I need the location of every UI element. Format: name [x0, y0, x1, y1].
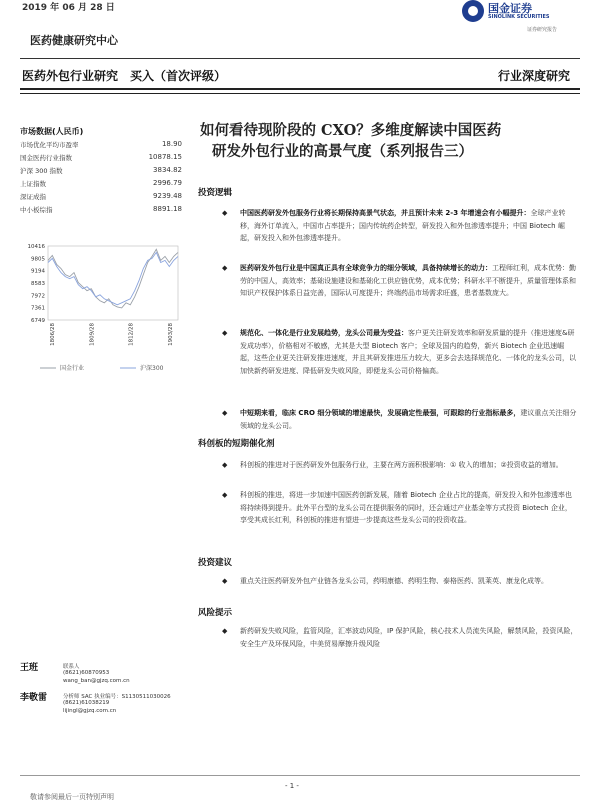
market-row-value: 9239.48: [153, 192, 182, 200]
logic-item-text: 工程师红利，成本优势：勤劳的中国人，高效率；基础设施建设和基础化工供应链优势，成本优势；科研水平不断提升，质量管理体系和知识产权保护体系日益完善，国际认可度提升；终端药品市场需求旺盛，患者基数庞大。: [240, 264, 576, 297]
logic-item-bold: 规范化、一体化是行业发展趋势，龙头公司最为受益：: [240, 329, 408, 337]
y-tick-label: 9194: [31, 268, 45, 275]
market-row-value: 2996.79: [153, 179, 182, 187]
author-phone: (8621)61038219: [63, 700, 110, 706]
market-row: [20, 166, 182, 178]
series-line-1: [48, 252, 178, 304]
market-row: [20, 205, 182, 217]
x-tick-label: 1806/28: [50, 323, 56, 346]
author-name: 李敬雷: [20, 693, 48, 703]
bullet-icon: ◆: [222, 491, 228, 499]
footer-divider: [20, 775, 580, 776]
author-phone: (8621)60870953: [63, 670, 110, 676]
advice-item: 重点关注医药研发外包产业链各龙头公司，药明康德、药明生物、泰格医药、凯莱英、康龙化成等。: [240, 577, 548, 585]
market-data-title: 市场数据(人民币): [20, 127, 84, 136]
research-center: 医药健康研究中心: [30, 34, 118, 47]
bullet-icon: ◆: [222, 209, 228, 217]
y-tick-label: 6749: [31, 318, 45, 324]
market-row-label: 市场优化平均市盈率: [20, 141, 79, 149]
divider: [20, 58, 580, 59]
author-email: wang_ban@gjzq.com.cn: [63, 678, 130, 684]
logic-item-bold: 中国医药研发外包服务行业将长期保持高景气状态，并且预计未来 2-3 年增速会有小幅提升：: [240, 209, 531, 217]
market-row-label: 上证指数: [20, 180, 46, 188]
market-row-value: 18.90: [161, 140, 182, 148]
market-row: [20, 140, 182, 152]
y-tick-label: 10416: [27, 244, 45, 250]
y-tick-label: 7361: [31, 305, 45, 312]
y-tick-label: 7972: [31, 293, 45, 300]
logic-item: [240, 327, 578, 377]
report-headline: [200, 120, 585, 162]
bullet-icon: ◆: [222, 461, 228, 469]
bullet-icon: ◆: [222, 264, 228, 272]
headline-line-2: 研发外包行业的高景气度（系列报告三）: [212, 143, 473, 160]
logo-en-text: SINOLINK SECURITIES: [488, 14, 550, 20]
market-row: [20, 192, 182, 204]
section-title-advice: 投资建议: [198, 558, 233, 568]
report-date: 2019 年 06 月 28 日: [22, 3, 115, 13]
footer-note: 敬请参阅最后一页特别声明: [30, 793, 114, 800]
logic-item: [240, 207, 578, 245]
author-email: lijingl@gjzq.com.cn: [63, 708, 117, 714]
author-name: 王班: [20, 663, 39, 673]
chart-svg: [18, 240, 188, 380]
author-role: 联系人: [63, 664, 80, 670]
sinolink-logo: [462, 0, 580, 30]
logic-item-text: 建议重点关注细分领域的龙头公司。: [240, 409, 577, 430]
logic-item-text: 全球产业转移，海外订单流入，中国市占率提升；国内传统药企转型，研发投入和外包渗透率提升；中国 Biotech 崛起，研发投入和外包渗透率提升。: [240, 209, 566, 242]
bullet-icon: ◆: [222, 577, 228, 585]
y-tick-label: 9805: [31, 256, 45, 263]
logo-subtitle: 证券研究报告: [527, 27, 558, 33]
legend-label: 沪深300: [140, 365, 164, 372]
market-row-label: 沪深 300 指数: [20, 167, 63, 175]
logic-item-bold: 医药研发外包行业是中国真正具有全球竞争力的细分领域，具备持续增长的动力：: [240, 264, 492, 272]
market-row-label: 国金医药行业指数: [20, 154, 72, 162]
market-row-value: 8891.18: [153, 205, 182, 213]
logic-item: [240, 262, 578, 300]
logic-item-bold: 中短期来看，临床 CRO 细分领域的增速最快，发展确定性最强，可跟踪的行业指标最多，: [240, 409, 521, 417]
bullet-icon: ◆: [222, 627, 228, 635]
section-title-catalyst: 科创板的短期催化剂: [198, 439, 275, 449]
catalyst-item: 科创板的推进对于医药研发外包服务行业，主要在两方面积极影响：① 收入的增加；②投资收益的增加。: [240, 461, 563, 469]
market-row: [20, 153, 182, 165]
x-tick-label: 1903/28: [168, 323, 174, 346]
logic-item: [240, 407, 578, 432]
logo-mark-icon: [462, 0, 484, 22]
risk-item: 新药研发失败风险，监管风险，汇率波动风险，IP 保护风险，核心技术人员流失风险，解禁风险，投资风险，安全生产及环保风险，中美贸易摩擦升级风险: [240, 627, 578, 648]
x-tick-label: 1812/28: [128, 323, 135, 346]
logo-cn-text: 国金证券: [488, 2, 532, 15]
market-row-label: 中小板综指: [20, 206, 53, 214]
divider: [20, 93, 580, 94]
logic-item-text: 客户更关注研发效率和研发质量的提升（推进速度&研发成功率），价格相对不敏感，尤其是大型 Biotech 客户；全球及国内的趋势，新兴 Biotech 企业迅速崛起，这些企业更关注研发推进速度，并且其研发推进压力较大，更多会去选择规范化、一体化的龙头公司，以加快新药研发进度、降低研发失败风险，即便龙头公司价格偏高。: [240, 329, 576, 375]
report-type: 行业深度研究: [498, 69, 571, 83]
market-row: [20, 179, 182, 191]
market-row-label: 深证成指: [20, 193, 46, 201]
market-row-value: 3834.82: [153, 166, 182, 174]
page-number: - 1 -: [285, 782, 299, 790]
author-role: 分析师 SAC 执业编号：S1130511030026: [63, 694, 171, 700]
section-title-risk: 风险提示: [198, 608, 233, 618]
report-title: 医药外包行业研究 买入（首次评级）: [22, 69, 227, 83]
y-tick-label: 8583: [31, 281, 45, 287]
divider: [20, 88, 580, 90]
index-comparison-chart: [18, 240, 188, 380]
legend-label: 国金行业: [60, 365, 85, 372]
section-title-logic: 投资逻辑: [198, 188, 233, 198]
bullet-icon: ◆: [222, 329, 228, 337]
x-tick-label: 1809/28: [89, 323, 96, 346]
market-row-value: 10878.15: [148, 153, 182, 161]
headline-line-1: 如何看待现阶段的 CXO？多维度解读中国医药: [200, 122, 502, 139]
catalyst-item: 科创板的推进，将进一步加速中国医药创新发展，随着 Biotech 企业占比的提高，研发投入和外包渗透率也将持续得到提升。此外平台型的龙头公司在提供服务的同时，还会通过产业基金等方式投资 Biotech 企业，享受其成长红利，科创板的推进有望进一步提高这些龙头公司的投资收益。: [240, 491, 572, 524]
bullet-icon: ◆: [222, 409, 228, 417]
